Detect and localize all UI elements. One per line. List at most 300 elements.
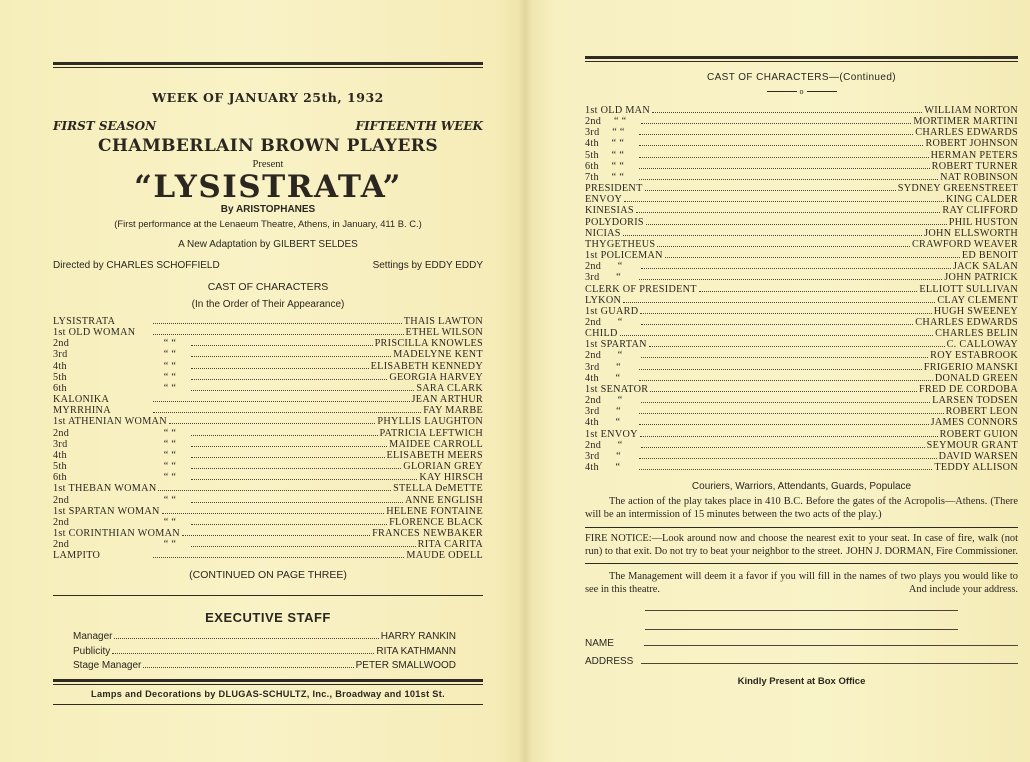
credits-line <box>53 260 483 271</box>
continued-heading: CAST OF CHARACTERS—(Continued) <box>706 72 897 83</box>
ditto-mark: “ “ <box>611 149 625 161</box>
actor-name: MADELYNE KENT <box>393 349 483 361</box>
actor-name: RITA CARITA <box>417 539 483 551</box>
actor-name: KING CALDER <box>945 194 1018 206</box>
role-name: 1st SENATOR <box>585 383 649 395</box>
actor-name: HERMAN PETERS <box>930 149 1018 161</box>
leader-dots <box>191 368 369 369</box>
ditto-mark: “ “ <box>611 160 625 172</box>
cast-row <box>53 428 483 439</box>
staff-rule <box>53 595 483 596</box>
leader-dots <box>646 224 947 225</box>
top-rule-right <box>585 56 1018 62</box>
play-line-1[interactable] <box>645 610 958 611</box>
role-name: 7th <box>585 171 599 183</box>
cast-row <box>53 528 483 539</box>
actor-name: CHARLES EDWARDS <box>915 316 1018 328</box>
fire-rule-top <box>585 527 1018 528</box>
role-name: MYRRHINA <box>53 405 111 417</box>
adaptation-line: A New Adaptation by GILBERT SELDES <box>178 239 358 250</box>
lamps-footer: Lamps and Decorations by DLUGAS-SCHULTZ, Inc., Broadway and 101st St. <box>91 688 445 699</box>
leader-dots <box>191 524 387 525</box>
ditto-mark: “ “ <box>163 338 177 350</box>
ditto-mark: “ <box>616 406 621 418</box>
cast-row <box>585 373 1018 384</box>
ditto-mark: “ “ <box>163 360 177 372</box>
cast-row <box>585 194 1018 205</box>
actor-name: ROBERT GUION <box>939 428 1018 440</box>
role-name: LYKON <box>585 294 622 306</box>
season-line <box>53 119 483 133</box>
actor-name: FRIGERIO MANSKI <box>923 361 1018 373</box>
leader-dots <box>623 235 922 236</box>
ditto-mark: “ <box>616 272 621 284</box>
role-name: 6th <box>53 382 67 394</box>
role-name: 1st ENVOY <box>585 428 638 440</box>
ditto-mark: “ “ <box>163 472 177 484</box>
role-name: 2nd <box>53 338 70 350</box>
actor-name: RAY CLIFFORD <box>942 205 1018 217</box>
ditto-mark: “ “ <box>611 138 625 150</box>
ditto-mark: “ <box>616 361 621 373</box>
role-name: ENVOY <box>585 194 623 206</box>
page-fold <box>518 0 532 762</box>
leader-dots <box>639 134 913 135</box>
actor-name: HELENE FONTAINE <box>386 505 483 517</box>
leader-dots <box>158 490 391 491</box>
leader-dots <box>191 379 387 380</box>
cast-row <box>585 440 1018 451</box>
leader-dots <box>640 313 931 314</box>
role-name: 5th <box>53 371 67 383</box>
cast-row <box>585 417 1018 428</box>
role-name: 3rd <box>53 349 68 361</box>
actor-name: ROBERT LEON <box>945 406 1018 418</box>
cast-row <box>585 228 1018 239</box>
director-credit: Directed by CHARLES SCHOFFIELD <box>53 260 220 271</box>
cast-row <box>53 450 483 461</box>
actor-name: ED BENOIT <box>961 250 1018 262</box>
role-name: NICIAS <box>585 227 621 239</box>
cast-row <box>585 429 1018 440</box>
cast-row <box>585 451 1018 462</box>
leader-dots <box>639 168 930 169</box>
actor-name: STELLA DeMETTE <box>393 483 483 495</box>
leader-dots <box>639 157 929 158</box>
cast-row <box>585 116 1018 127</box>
leader-dots <box>191 502 403 503</box>
role-name: 2nd <box>585 350 602 362</box>
cast-row <box>585 328 1018 339</box>
cast-row <box>585 172 1018 183</box>
ditto-mark: “ “ <box>163 494 177 506</box>
cast-row <box>585 362 1018 373</box>
cast-row <box>585 339 1018 350</box>
play-title: “LYSISTRATA” <box>134 169 402 205</box>
role-name: 3rd <box>585 272 600 284</box>
ditto-mark: “ <box>616 450 621 462</box>
top-rule <box>53 62 483 68</box>
role-name: LYSISTRATA <box>53 316 116 327</box>
role-name: PRESIDENT <box>585 183 643 195</box>
cast-row <box>53 405 483 416</box>
role-name: 6th <box>53 472 67 484</box>
leader-dots <box>639 179 938 180</box>
company-name: CHAMBERLAIN BROWN PLAYERS <box>97 136 439 156</box>
role-name: 2nd <box>53 427 70 439</box>
actor-name: JEAN ARTHUR <box>411 394 483 406</box>
leader-dots <box>639 413 943 414</box>
actor-name: FRANCES NEWBAKER <box>372 527 483 539</box>
cast-row <box>53 349 483 360</box>
role-name: 2nd <box>53 516 70 528</box>
actor-name: ANNE ENGLISH <box>404 494 483 506</box>
leader-dots <box>620 335 934 336</box>
leader-dots <box>162 513 385 514</box>
actor-name: TEDDY ALLISON <box>934 462 1018 473</box>
cast-row <box>585 250 1018 261</box>
name-label: NAME <box>585 638 614 650</box>
role-name: CHILD <box>585 328 618 340</box>
leader-dots <box>639 458 936 459</box>
actor-name: MAIDEE CARROLL <box>389 438 483 450</box>
cast-row <box>585 284 1018 295</box>
actor-name: C. CALLOWAY <box>946 339 1018 351</box>
ditto-mark: “ “ <box>163 382 177 394</box>
actor-name: SEYMOUR GRANT <box>926 439 1018 451</box>
actor-name: THAIS LAWTON <box>403 316 483 327</box>
role-name: 4th <box>585 417 599 429</box>
role-name: 3rd <box>585 127 600 139</box>
management-text: The Management will deem it a favor if you will fill in the names of two plays you would like to see in this theatre. <box>585 571 1018 595</box>
actor-name: FRED DE CORDOBA <box>918 383 1018 395</box>
role-name: 1st GUARD <box>585 305 639 317</box>
ditto-mark: “ “ <box>163 449 177 461</box>
ditto-mark: “ <box>617 316 623 328</box>
ditto-mark: “ <box>617 395 623 407</box>
actor-name: SYDNEY GREENSTREET <box>897 183 1018 195</box>
role-name: 4th <box>53 449 67 461</box>
leader-dots <box>623 302 935 303</box>
cast-row <box>53 483 483 494</box>
address-row <box>585 656 1018 667</box>
actor-name: CRAWFORD WEAVER <box>911 238 1018 250</box>
leader-dots <box>641 357 928 358</box>
actor-name: KAY HIRSCH <box>419 472 483 484</box>
actor-name: NAT ROBINSON <box>940 171 1018 183</box>
ornament-circle: o <box>799 87 804 96</box>
management-note <box>585 571 1018 596</box>
cast-row <box>53 394 483 405</box>
role-name: 2nd <box>585 316 602 328</box>
name-field[interactable] <box>644 645 1018 646</box>
cast-row <box>585 239 1018 250</box>
role-name: THYGETHEUS <box>585 238 656 250</box>
kindly-present: Kindly Present at Box Office <box>737 676 866 688</box>
cast-row <box>585 161 1018 172</box>
staff-row <box>73 645 456 660</box>
staff-name: HARRY RANKIN <box>380 631 456 643</box>
actor-name: WILLIAM NORTON <box>924 105 1018 116</box>
fifteenth-week: FIFTEENTH WEEK <box>355 119 483 133</box>
ditto-mark: “ “ <box>163 516 177 528</box>
actor-name: GEORGIA HARVEY <box>389 371 483 383</box>
staff-row <box>73 630 456 645</box>
cast-heading: CAST OF CHARACTERS <box>207 281 329 293</box>
ditto-mark: “ “ <box>163 349 177 361</box>
play-line-2[interactable] <box>645 629 958 630</box>
cast-row <box>53 506 483 517</box>
footer-rule <box>53 679 483 685</box>
leader-dots <box>191 468 401 469</box>
cast-row <box>53 472 483 483</box>
actor-name: ETHEL WILSON <box>405 327 483 339</box>
leader-dots <box>182 535 370 536</box>
cast-list-left <box>53 316 483 561</box>
actor-name: JOHN PATRICK <box>944 272 1018 284</box>
leader-dots <box>639 145 924 146</box>
ditto-mark: “ “ <box>613 116 627 128</box>
ditto-mark: “ <box>615 462 621 473</box>
leader-dots <box>114 638 378 639</box>
role-name: 4th <box>53 360 67 372</box>
role-name: 3rd <box>585 361 600 373</box>
leader-dots <box>639 469 932 470</box>
ditto-mark: “ “ <box>163 438 177 450</box>
actor-name: CLAY CLEMENT <box>937 294 1018 306</box>
leader-dots <box>641 402 930 403</box>
leader-dots <box>191 356 391 357</box>
first-performance: (First performance at the Lenaeum Theatre, Athens, in January, 411 B. C.) <box>114 218 422 229</box>
actor-name: CHARLES BELIN <box>935 328 1018 340</box>
cast-row <box>53 383 483 394</box>
fire-commissioner: JOHN J. DORMAN, Fire Commissioner. <box>846 545 1018 557</box>
actor-name: CHARLES EDWARDS <box>915 127 1018 139</box>
leader-dots <box>641 123 911 124</box>
actor-name: GLORIAN GREY <box>403 461 483 473</box>
leader-dots <box>191 435 378 436</box>
cast-row <box>585 306 1018 317</box>
cast-row <box>585 384 1018 395</box>
role-name: 1st SPARTAN <box>585 339 647 351</box>
leader-dots <box>641 447 924 448</box>
actor-name: DAVID WARSEN <box>938 450 1018 462</box>
role-name: 1st CORINTHIAN WOMAN <box>53 527 180 539</box>
role-name: 4th <box>585 138 599 150</box>
leader-dots <box>641 324 913 325</box>
cast-list-right <box>585 105 1018 473</box>
role-name: 1st SPARTAN WOMAN <box>53 505 160 517</box>
role-name: 1st THEBAN WOMAN <box>53 483 157 495</box>
actor-name: ROBERT JOHNSON <box>925 138 1018 150</box>
ditto-mark: “ “ <box>163 371 177 383</box>
cast-order-note: (In the Order of Their Appearance) <box>191 299 345 310</box>
role-name: 2nd <box>585 395 602 407</box>
role-name: 4th <box>585 462 599 473</box>
role-name: 1st OLD WOMAN <box>53 327 136 339</box>
role-name: 6th <box>585 160 599 172</box>
staff-role: Stage Manager <box>73 660 142 672</box>
staff-name: RITA KATHMANN <box>376 645 456 657</box>
leader-dots <box>657 246 910 247</box>
cast-row <box>585 406 1018 417</box>
fire-notice-text: FIRE NOTICE:—Look around now and choose the nearest exit to your seat. In case of fire, walk (not run) to that exit. Do not try to beat your neighbor to the street. <box>585 533 1018 557</box>
actor-name: DONALD GREEN <box>934 372 1018 384</box>
leader-dots <box>153 323 402 324</box>
cast-row <box>53 461 483 472</box>
actor-name: ROBERT TURNER <box>931 160 1018 172</box>
bottom-rule <box>53 704 483 705</box>
cast-row <box>53 416 483 427</box>
cast-row <box>53 338 483 349</box>
leader-dots <box>652 112 922 113</box>
leader-dots <box>191 390 414 391</box>
right-page <box>585 0 1018 687</box>
role-name: 3rd <box>53 438 68 450</box>
role-name: 2nd <box>53 539 70 551</box>
leader-dots <box>639 369 921 370</box>
staff-row <box>73 659 456 674</box>
role-name: CLERK OF PRESIDENT <box>585 283 697 295</box>
actor-name: PHYLLIS LAUGHTON <box>377 416 483 428</box>
address-field[interactable] <box>641 663 1018 664</box>
leader-dots <box>112 653 374 654</box>
actor-name: JAMES CONNORS <box>930 417 1018 429</box>
leader-dots <box>649 346 945 347</box>
role-name: 4th <box>585 372 599 384</box>
week-line: WEEK OF JANUARY 25th, 1932 <box>152 90 384 105</box>
ornament <box>585 87 1018 96</box>
actor-name: ROY ESTABROOK <box>930 350 1018 362</box>
leader-dots <box>153 557 404 558</box>
staff-name: PETER SMALLWOOD <box>355 660 456 672</box>
cast-row <box>585 317 1018 328</box>
leader-dots <box>191 457 385 458</box>
actor-name: FAY MARBE <box>423 405 483 417</box>
ditto-mark: “ “ <box>611 171 625 183</box>
actor-name: ELISABETH MEERS <box>386 449 483 461</box>
role-name: 1st ATHENIAN WOMAN <box>53 416 167 428</box>
leader-dots <box>143 667 353 668</box>
fire-rule-bottom <box>585 563 1018 564</box>
leader-dots <box>650 391 917 392</box>
cast-row <box>585 395 1018 406</box>
cast-row <box>53 316 483 327</box>
leader-dots <box>169 423 375 424</box>
leader-dots <box>191 479 417 480</box>
leader-dots <box>153 334 404 335</box>
actor-name: LARSEN TODSEN <box>932 395 1018 407</box>
ditto-mark: “ <box>617 439 623 451</box>
ditto-mark: “ <box>615 417 621 429</box>
actor-name: SARA CLARK <box>416 382 483 394</box>
role-name: 2nd <box>585 439 602 451</box>
role-name: 2nd <box>53 494 70 506</box>
leader-dots <box>624 201 944 202</box>
settings-credit: Settings by EDDY EDDY <box>372 260 483 271</box>
staff-role: Publicity <box>73 645 111 657</box>
leader-dots <box>639 424 929 425</box>
cast-row <box>585 205 1018 216</box>
cast-row <box>53 517 483 528</box>
staff-list <box>73 630 456 674</box>
present-label: Present <box>252 159 284 170</box>
action-note: The action of the play takes place in 410 B.C. Before the gates of the Acropolis—Athens. (There will be an intermission of 15 minutes between the two acts of the play.) <box>585 496 1018 520</box>
role-name: 1st OLD MAN <box>585 105 650 116</box>
actor-name: JACK SALAN <box>953 261 1018 273</box>
leader-dots <box>639 380 933 381</box>
leader-dots <box>153 401 410 402</box>
role-name: 2nd <box>585 116 602 128</box>
staff-role: Manager <box>73 631 113 643</box>
role-name: 1st POLICEMAN <box>585 250 663 262</box>
include-address: And include your address. <box>908 583 1018 595</box>
cast-row <box>585 272 1018 283</box>
role-name: KINESIAS <box>585 205 634 217</box>
cast-row <box>53 539 483 550</box>
cast-row <box>53 550 483 561</box>
cast-row <box>585 127 1018 138</box>
left-page <box>53 0 483 705</box>
actor-name: ELLIOTT SULLIVAN <box>919 283 1018 295</box>
cast-row <box>585 217 1018 228</box>
cast-row <box>585 105 1018 116</box>
role-name: 5th <box>585 149 599 161</box>
leader-dots <box>641 268 951 269</box>
cast-row <box>53 361 483 372</box>
role-name: 5th <box>53 461 67 473</box>
cast-row <box>585 138 1018 149</box>
cast-row <box>53 495 483 506</box>
leader-dots <box>153 412 421 413</box>
cast-row <box>585 183 1018 194</box>
first-season: FIRST SEASON <box>53 119 157 133</box>
ditto-mark: “ “ <box>612 127 625 139</box>
executive-heading: EXECUTIVE STAFF <box>205 610 331 626</box>
leader-dots <box>665 257 960 258</box>
actor-name: MAUDE ODELL <box>406 550 483 562</box>
leader-dots <box>645 190 896 191</box>
fire-notice <box>585 533 1018 558</box>
ditto-mark: “ “ <box>163 427 177 439</box>
leader-dots <box>640 436 938 437</box>
address-label: ADDRESS <box>585 656 634 668</box>
ditto-mark: “ <box>617 261 623 273</box>
extras-line: Couriers, Warriors, Attendants, Guards, Populace <box>691 481 912 493</box>
leader-dots <box>636 212 941 213</box>
actor-name: JOHN ELLSWORTH <box>924 227 1018 239</box>
leader-dots <box>639 279 942 280</box>
actor-name: MORTIMER MARTINI <box>913 116 1018 128</box>
leader-dots <box>191 345 373 346</box>
role-name: LAMPITO <box>53 550 101 562</box>
leader-dots <box>699 291 918 292</box>
cast-row <box>585 150 1018 161</box>
cast-row <box>53 327 483 338</box>
author-line: By ARISTOPHANES <box>220 204 316 215</box>
actor-name: ELISABETH KENNEDY <box>370 360 483 372</box>
continued-note: (CONTINUED ON PAGE THREE) <box>189 569 347 582</box>
cast-row <box>585 295 1018 306</box>
cast-row <box>585 462 1018 473</box>
cast-row <box>53 372 483 383</box>
role-name: 3rd <box>585 450 600 462</box>
ditto-mark: “ “ <box>163 461 177 473</box>
cast-row <box>53 439 483 450</box>
name-row <box>585 638 1018 649</box>
actor-name: FLORENCE BLACK <box>389 516 483 528</box>
ditto-mark: “ “ <box>163 539 177 551</box>
